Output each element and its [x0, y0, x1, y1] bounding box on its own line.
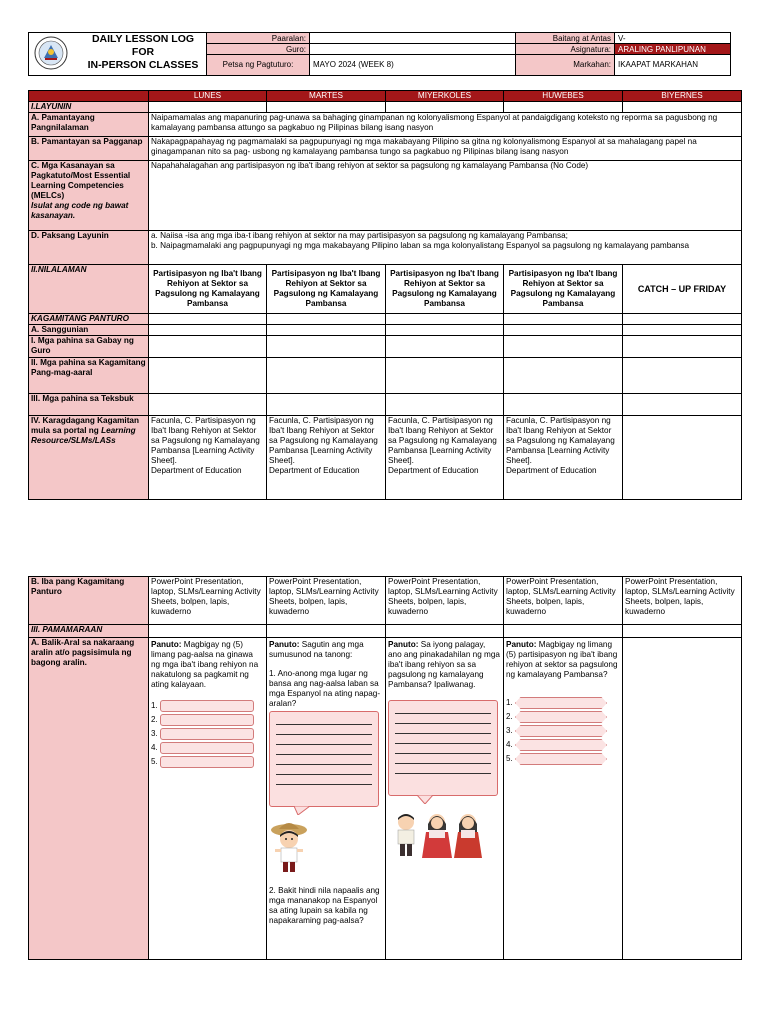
teksbuk-label: III. Mga pahina sa Teksbuk — [29, 394, 149, 416]
nilalaman-lunes: Partisipasyon ng Iba't Ibang Rehiyon at Sektor sa Pagsulong ng Kamalayang Pambansa — [149, 265, 267, 314]
deped-seal-logo — [34, 36, 68, 70]
baitang-label: Baitang at Antas — [515, 32, 615, 44]
answer-number: 5. — [151, 757, 158, 766]
reference-line: Department of Education — [151, 466, 242, 475]
paksang-layunin-b: b. Naipagmamalaki ang pagpupunyagi ng mga makabayang Pilipino laban sa mga kolonyalistang Espanyol sa pagsulong ng kamalayang pambansa — [151, 241, 690, 250]
teksbuk-row — [29, 394, 742, 416]
answer-box[interactable] — [160, 742, 254, 754]
cell[interactable] — [267, 336, 386, 358]
cell[interactable] — [623, 394, 742, 416]
balik-aral-huwebes — [504, 638, 623, 960]
balik-aral-lunes — [149, 638, 267, 960]
answer-box[interactable] — [515, 753, 607, 765]
gabay-guro-row — [29, 336, 742, 358]
panuto-label: Panuto: — [151, 640, 182, 649]
karagdagang-label — [29, 416, 149, 500]
reference-line: Department of Education — [388, 466, 479, 475]
iba-pang-miyerkoles: PowerPoint Presentation, laptop, SLMs/Learning Activity Sheets, bolpen, lapis, kuwaderno — [386, 577, 504, 625]
answer-row — [506, 724, 620, 738]
answer-number: 3. — [151, 729, 158, 738]
reference-line: sa Pagsulong ng Kamalayang Pambansa [Learning Activity Sheet]. — [269, 436, 378, 465]
pamamaraan-row — [29, 625, 742, 638]
cell[interactable] — [149, 314, 267, 325]
gabay-guro-label: I. Mga pahina sa Gabay ng Guro — [29, 336, 149, 358]
reference-line: Facunla, C. Partisipasyon ng Iba't Ibang Rehiyon at Sektor — [151, 416, 257, 435]
cell[interactable] — [267, 394, 386, 416]
iba-pang-martes: PowerPoint Presentation, laptop, SLMs/Learning Activity Sheets, bolpen, lapis, kuwaderno — [267, 577, 386, 625]
answer-row — [506, 752, 620, 766]
answer-number: 2. — [506, 712, 513, 721]
cell[interactable] — [386, 314, 504, 325]
day-header-row — [29, 91, 742, 102]
kagamitang-panturo-row — [29, 314, 742, 325]
answer-box[interactable] — [515, 725, 607, 737]
pamantayang-pangnilalaman-text: Naipamamalas ang mapanuring pag-unawa sa bahaging ginampanan ng kolonyalismong Espanyol at pandaigdigang koteksto ng reporma sa pagusbong ng kamalayang pambansa attungo sa pagkabuo ng Pilipinas bilang isang nasyon — [149, 113, 742, 137]
lesson-table-page1 — [28, 90, 742, 500]
markahan-value: IKAAPAT MARKAHAN — [614, 54, 731, 76]
iba-pang-row — [29, 577, 742, 625]
kagamitang-panturo-label: KAGAMITANG PANTURO — [29, 314, 149, 325]
petsa-value: MAYO 2024 (WEEK 8) — [309, 54, 516, 76]
title-line-1: DAILY LESSON LOG — [91, 33, 195, 45]
lunes-instruction — [151, 638, 264, 690]
huwebes-instruction-text: Magbigay ng limang (5) partisipasyon ng iba't ibang rehiyon at sektor sa pagsulong ng kamalayang Pambansa? — [506, 640, 618, 679]
lesson-log-title — [78, 33, 208, 72]
pang-mag-aaral-row — [29, 358, 742, 394]
cell[interactable] — [149, 336, 267, 358]
cell[interactable] — [267, 358, 386, 394]
iba-pang-huwebes: PowerPoint Presentation, laptop, SLMs/Learning Activity Sheets, bolpen, lapis, kuwaderno — [504, 577, 623, 625]
lunes-answer-list — [151, 699, 264, 769]
layunin-row — [29, 102, 742, 113]
answer-row — [506, 696, 620, 710]
martes-question-2: 2. Bakit hindi nila napaalis ang mga mananakop na Espanyol sa ating lupain sa kabila ng napakaraming pag-aalsa? — [269, 886, 380, 925]
cell[interactable] — [149, 325, 267, 336]
martes-instruction — [269, 638, 383, 660]
nilalaman-miyerkoles: Partisipasyon ng Iba't Ibang Rehiyon at Sektor sa Pagsulong ng Kamalayang Pambansa — [386, 265, 504, 314]
cell[interactable] — [386, 394, 504, 416]
petsa-label: Petsa ng Pagtuturo: — [206, 54, 310, 76]
cell[interactable] — [623, 314, 742, 325]
pamamaraan-label: III. PAMAMARAAN — [29, 625, 149, 638]
baitang-value: V- — [614, 32, 731, 44]
lunes-instruction-text: Magbigay ng (5) limang pag-aalsa na ginawa ng mga iba't ibang rehiyon na nakatulong sa pagkamit ng ating kalayaan. — [151, 640, 259, 689]
catch-up-friday: CATCH – UP FRIDAY — [623, 265, 742, 314]
melcs-label: C. Mga Kasanayan sa Pagkatuto/Most Essential Learning Competencies (MELCs) — [31, 161, 131, 200]
answer-number: 2. — [151, 715, 158, 724]
nilalaman-huwebes: Partisipasyon ng Iba't Ibang Rehiyon at Sektor sa Pagsulong ng Kamalayang Pambansa — [504, 265, 623, 314]
cell[interactable] — [623, 325, 742, 336]
answer-row — [506, 710, 620, 724]
answer-row — [506, 738, 620, 752]
answer-row — [151, 727, 264, 741]
day-header-blank — [29, 91, 149, 102]
nilalaman-row — [29, 265, 742, 314]
answer-row — [151, 713, 264, 727]
day-header-lunes: LUNES — [149, 91, 267, 102]
melcs-note: Isulat ang code ng bawat kasanayan. — [31, 201, 129, 220]
pamantayan-pagganap-row — [29, 137, 742, 161]
answer-box[interactable] — [160, 700, 254, 712]
cell[interactable] — [623, 102, 742, 113]
reference-martes — [267, 416, 386, 500]
day-header-huwebes: HUWEBES — [504, 91, 623, 102]
cell[interactable] — [267, 314, 386, 325]
cell[interactable] — [504, 358, 623, 394]
reference-lunes — [149, 416, 267, 500]
reference-line: sa Pagsulong ng Kamalayang Pambansa [Learning Activity Sheet]. — [151, 436, 260, 465]
answer-number: 3. — [506, 726, 513, 735]
karagdagang-label-italic: Learning Resource/SLMs/LASs — [31, 426, 136, 445]
panuto-label: Panuto: — [388, 640, 419, 649]
cell[interactable] — [386, 336, 504, 358]
answer-box[interactable] — [515, 697, 607, 709]
answer-number: 5. — [506, 754, 513, 763]
cell[interactable] — [504, 102, 623, 113]
lesson-table-page2 — [28, 576, 742, 960]
iba-pang-label: B. Iba pang Kagamitang Panturo — [29, 577, 149, 625]
answer-box[interactable] — [515, 739, 607, 751]
answer-row — [151, 755, 264, 769]
three-children-illustration-icon — [390, 810, 486, 864]
pang-mag-aaral-label: II. Mga pahina sa Kagamitang Pang-mag-aaral — [29, 358, 149, 394]
cell[interactable] — [504, 625, 623, 638]
huwebes-instruction — [506, 638, 620, 680]
karagdagang-row — [29, 416, 742, 500]
cell[interactable] — [267, 325, 386, 336]
answer-box[interactable] — [160, 756, 254, 768]
sanggunian-label: A. Sanggunian — [29, 325, 149, 336]
answer-number: 4. — [506, 740, 513, 749]
layunin-label: I.LAYUNIN — [29, 102, 149, 113]
reference-huwebes — [504, 416, 623, 500]
reference-line: Facunla, C. Partisipasyon ng Iba't Ibang Rehiyon at Sektor — [269, 416, 375, 435]
martes-question-1: 1. Ano-anong mga lugar ng bansa ang nag-aalsa laban sa mga Espanyol na ating napag-aralan? — [269, 669, 381, 708]
cell[interactable] — [149, 358, 267, 394]
pamantayang-pangnilalaman-label: A. Pamantayang Pangnilalaman — [29, 113, 149, 137]
karagdagang-label-text: IV. Karagdagang Kagamitan mula sa portal ng — [31, 416, 139, 435]
markahan-label: Markahan: — [515, 54, 615, 76]
guro-label: Guro: — [206, 43, 310, 55]
cell[interactable] — [623, 625, 742, 638]
title-line-2: FOR — [131, 46, 155, 58]
balik-aral-martes — [267, 638, 386, 960]
paksang-layunin-a: a. Naiisa -isa ang mga iba-t ibang rehiyon at sektor na may partisipasyon sa pagsulong ng kamalayang Pambansa; — [151, 231, 568, 240]
cell[interactable] — [386, 358, 504, 394]
balik-aral-label: A. Balik-Aral sa nakaraang aralin at/o pagsisimula ng bagong aralin. — [29, 638, 149, 960]
reference-line: sa Pagsulong ng Kamalayang Pambansa [Learning Activity Sheet]. — [506, 436, 615, 465]
cell[interactable] — [504, 394, 623, 416]
asignatura-label: Asignatura: — [515, 43, 615, 55]
melcs-row — [29, 161, 742, 231]
reference-miyerkoles — [386, 416, 504, 500]
boy-with-hat-illustration-icon — [269, 817, 313, 877]
day-header-biyernes: BIYERNES — [623, 91, 742, 102]
cell[interactable] — [267, 625, 386, 638]
bubble-tail-icon — [294, 806, 310, 815]
pamantayan-pagganap-label: B. Pamantayan sa Pagganap — [29, 137, 149, 161]
answer-box[interactable] — [160, 714, 254, 726]
cell[interactable] — [386, 325, 504, 336]
day-header-martes: MARTES — [267, 91, 386, 102]
iba-pang-lunes: PowerPoint Presentation, laptop, SLMs/Learning Activity Sheets, bolpen, lapis, kuwaderno — [149, 577, 267, 625]
cell[interactable] — [623, 416, 742, 500]
miyerkoles-instruction — [388, 638, 501, 690]
pamantayang-pangnilalaman-row — [29, 113, 742, 137]
balik-aral-biyernes[interactable] — [623, 638, 742, 960]
cell[interactable] — [267, 102, 386, 113]
balik-aral-miyerkoles — [386, 638, 504, 960]
cell[interactable] — [504, 325, 623, 336]
cell[interactable] — [149, 102, 267, 113]
answer-box[interactable] — [515, 711, 607, 723]
reference-line: Department of Education — [269, 466, 360, 475]
reference-line: Facunla, C. Partisipasyon ng Iba't Ibang Rehiyon at Sektor — [506, 416, 612, 435]
answer-box[interactable] — [160, 728, 254, 740]
huwebes-answer-list — [506, 696, 620, 766]
pamantayan-pagganap-text: Nakapagpapahayag ng pagmamalaki sa pagpupunyagi ng mga makabayang Pilipino sa gitna ng kolonyalismong Espanyol at sa mahalagang papel na ginagampanan nito sa pag- usbong ng kamalayang pambansa tungo sa pagkabuo ng Pilipinas bilang isang nasyon — [149, 137, 742, 161]
cell[interactable] — [149, 625, 267, 638]
answer-number: 1. — [506, 698, 513, 707]
melcs-text: Napahahalagahan ang partisipasyon ng iba't ibang rehiyon at sektor sa pagsulong ng kamalayang Pambansa (No Code) — [149, 161, 742, 231]
cell[interactable] — [504, 336, 623, 358]
title-line-3: IN-PERSON CLASSES — [87, 59, 199, 71]
martes-instruction-text: Sagutin ang mga sumusunod na tanong: — [269, 640, 364, 659]
miyerkoles-instruction-text: Sa iyong palagay, ano ang pinakadahilan ng mga iba't ibang rehiyon sa sa pagsulong ng kamalayang Pambansa? Ipaliwanag. — [388, 640, 500, 689]
cell[interactable] — [623, 358, 742, 394]
nilalaman-martes: Partisipasyon ng Iba't Ibang Rehiyon at Sektor sa Pagsulong ng Kamalayang Pambansa — [267, 265, 386, 314]
cell[interactable] — [386, 102, 504, 113]
cell[interactable] — [386, 625, 504, 638]
bubble-tail-icon — [417, 795, 433, 804]
nilalaman-label: II.NILALAMAN — [29, 265, 149, 314]
miyerkoles-speech-bubble[interactable] — [388, 700, 498, 796]
paksang-layunin-row — [29, 231, 742, 265]
panuto-label: Panuto: — [506, 640, 537, 649]
answer-row — [151, 699, 264, 713]
day-header-miyerkoles: MIYERKOLES — [386, 91, 504, 102]
answer-number: 4. — [151, 743, 158, 752]
melcs-label-cell — [29, 161, 149, 231]
martes-speech-bubble[interactable] — [269, 711, 379, 807]
cell[interactable] — [504, 314, 623, 325]
paaralan-label: Paaralan: — [206, 32, 310, 44]
reference-line: Facunla, C. Partisipasyon ng Iba't Ibang Rehiyon at Sektor — [388, 416, 494, 435]
paksang-layunin-cell — [149, 231, 742, 265]
reference-line: sa Pagsulong ng Kamalayang Pambansa [Learning Activity Sheet]. — [388, 436, 497, 465]
cell[interactable] — [149, 394, 267, 416]
cell[interactable] — [623, 336, 742, 358]
balik-aral-row — [29, 638, 742, 960]
asignatura-value: ARALING PANLIPUNAN — [614, 43, 731, 55]
answer-row — [151, 741, 264, 755]
iba-pang-biyernes: PowerPoint Presentation, laptop, SLMs/Learning Activity Sheets, bolpen, lapis, kuwaderno — [623, 577, 742, 625]
paksang-layunin-label: D. Paksang Layunin — [29, 231, 149, 265]
panuto-label: Panuto: — [269, 640, 300, 649]
answer-number: 1. — [151, 701, 158, 710]
sanggunian-row — [29, 325, 742, 336]
reference-line: Department of Education — [506, 466, 597, 475]
